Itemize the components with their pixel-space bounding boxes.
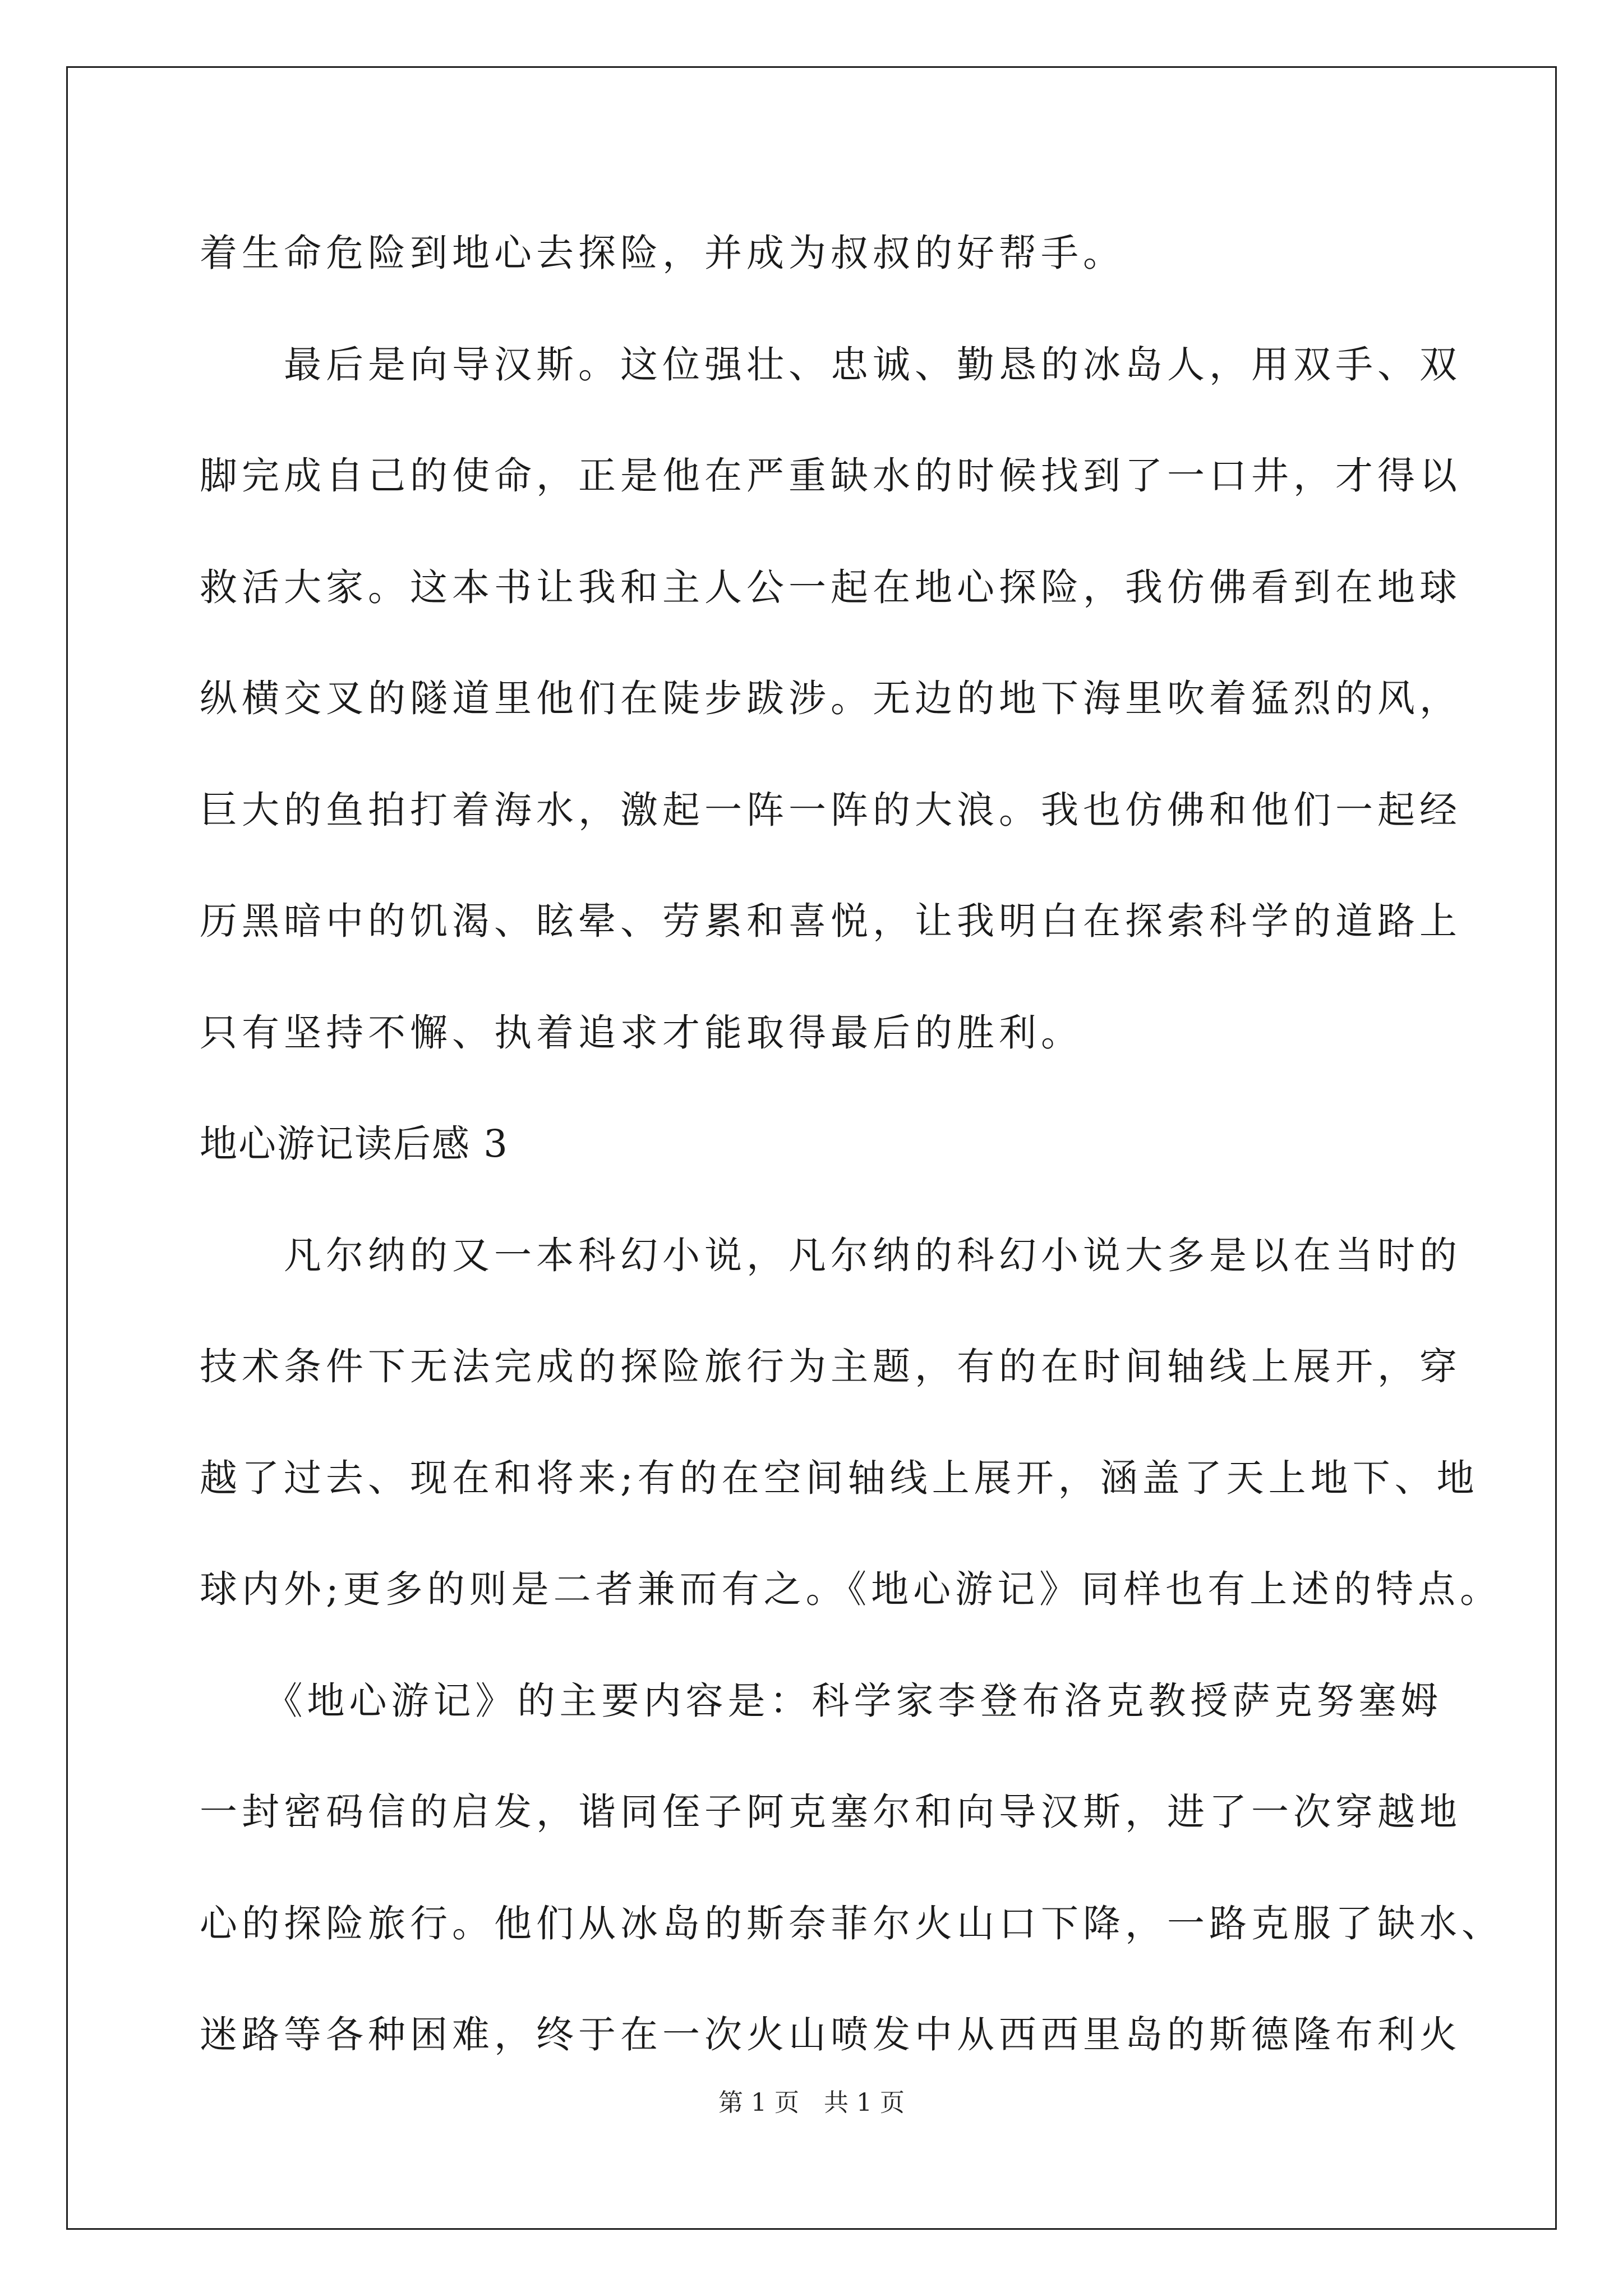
section-heading: 地心游记读后感 3 (200, 1122, 509, 1166)
text-line: 巨大的鱼拍打着海水，激起一阵一阵的大浪。我也仿佛和他们一起经 (200, 788, 1461, 832)
document-body (200, 197, 1504, 2091)
text-line: 凡尔纳的又一本科幻小说，凡尔纳的科幻小说大多是以在当时的 (200, 1233, 1461, 1277)
text-line: 救活大家。这本书让我和主人公一起在地心探险，我仿佛看到在地球 (200, 565, 1461, 609)
text-line: 纵横交叉的隧道里他们在陡步跋涉。无边的地下海里吹着猛烈的风， (200, 677, 1461, 720)
text-line: 《地心游记》的主要内容是：科学家李登布洛克教授萨克努塞姆 (200, 1678, 1443, 1723)
text-line: 着生命危险到地心去探险，并成为叔叔的好帮手。 (200, 231, 1125, 275)
text-line: 脚完成自己的使命，正是他在严重缺水的时候找到了一口井，才得以 (200, 454, 1461, 498)
text-line: 只有坚持不懈、执着追求才能取得最后的胜利。 (200, 1010, 1083, 1055)
text-line: 越了过去、现在和将来;有的在空间轴线上展开，涵盖了天上地下、地 (200, 1456, 1479, 1500)
text-line: 技术条件下无法完成的探险旅行为主题，有的在时间轴线上展开，穿 (200, 1345, 1461, 1388)
text-line: 历黑暗中的饥渴、眩晕、劳累和喜悦，让我明白在探索科学的道路上 (200, 899, 1461, 943)
text-line: 最后是向导汉斯。这位强壮、忠诚、勤恳的冰岛人，用双手、双 (200, 342, 1461, 386)
page-footer: 第 1 页 共 1 页 (718, 2088, 905, 2117)
text-line: 一封密码信的启发，谐同侄子阿克塞尔和向导汉斯，进了一次穿越地 (200, 1790, 1461, 1834)
text-line: 心的探险旅行。他们从冰岛的斯奈菲尔火山口下降，一路克服了缺水、 (200, 1901, 1504, 1945)
text-line: 迷路等各种困难，终于在一次火山喷发中从西西里岛的斯德隆布利火 (200, 2013, 1461, 2056)
text-line: 球内外;更多的则是二者兼而有之。《地心游记》同样也有上述的特点。 (200, 1567, 1502, 1611)
